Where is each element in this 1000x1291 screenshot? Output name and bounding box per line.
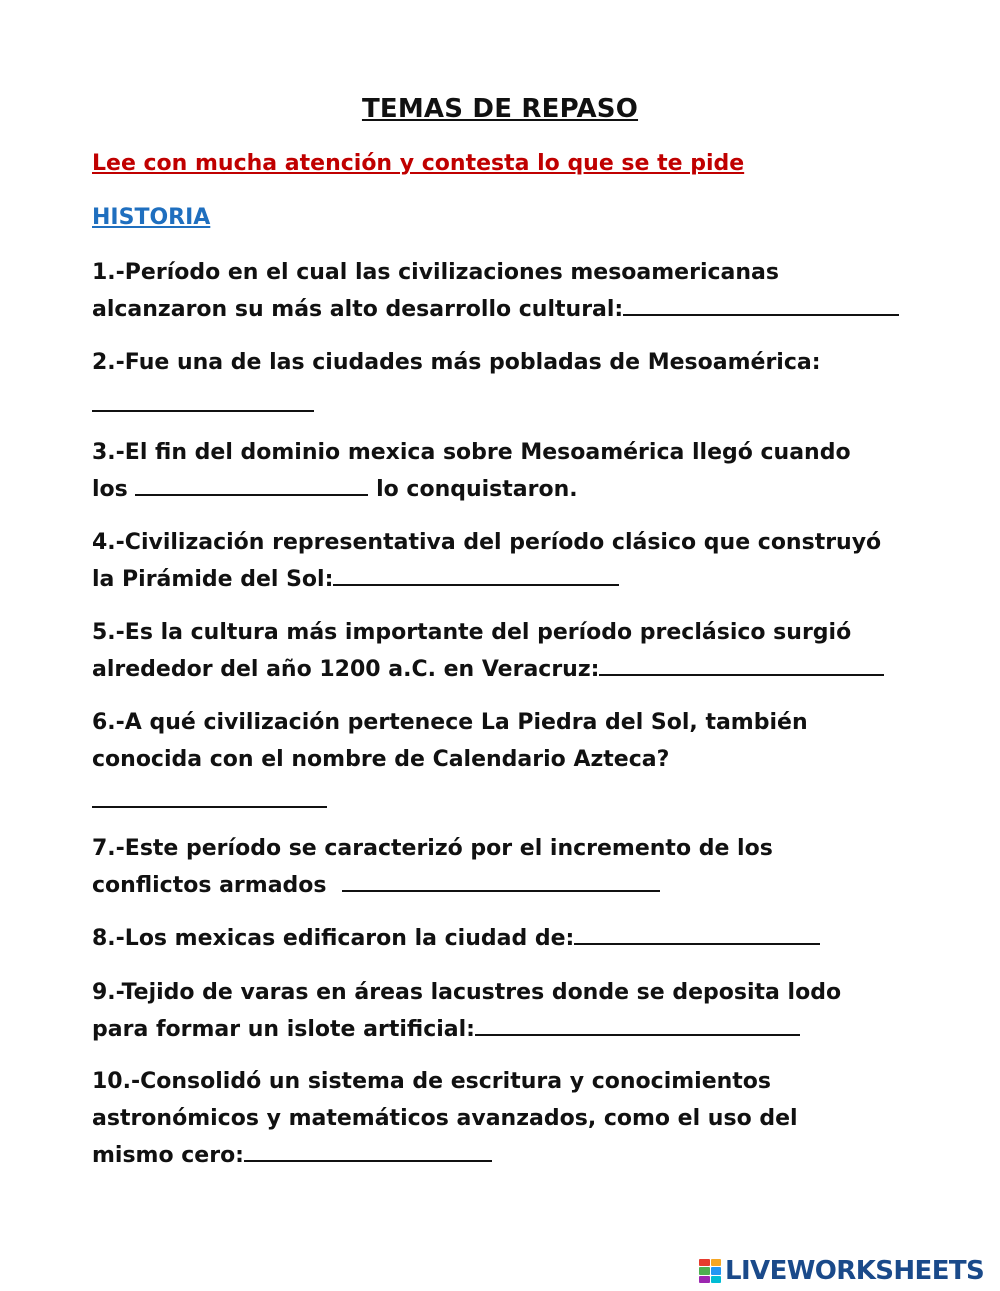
question-5-line-1: 5.-Es la cultura más importante del período preclásico surgió — [92, 620, 852, 645]
question-1-line-1: 1.-Período en el cual las civilizaciones mesoamericanas — [92, 260, 779, 285]
answer-blank-2[interactable] — [92, 410, 314, 412]
question-7 — [92, 830, 907, 904]
brand-name: LIVEWORKSHEETS — [725, 1256, 985, 1286]
question-2 — [92, 344, 907, 381]
question-10 — [92, 1063, 907, 1174]
instruction-text: Lee con mucha atención y contesta lo que se te pide — [92, 151, 745, 176]
question-9-line-2: para formar un islote artificial: — [92, 1011, 907, 1048]
question-4-line-2: la Pirámide del Sol: — [92, 561, 907, 598]
section-heading-historia: HISTORIA — [92, 205, 211, 230]
question-5-line-2: alrededor del año 1200 a.C. en Veracruz: — [92, 651, 907, 688]
answer-blank-6[interactable] — [92, 806, 327, 808]
answer-blank-3[interactable] — [135, 472, 368, 496]
answer-blank-7[interactable] — [342, 868, 660, 892]
answer-blank-5[interactable] — [599, 652, 884, 676]
question-9 — [92, 974, 907, 1048]
question-7-line-2: conflictos armados — [92, 867, 907, 904]
question-3 — [92, 434, 907, 508]
question-9-line-1: 9.-Tejido de varas en áreas lacustres donde se deposita lodo — [92, 980, 842, 1005]
question-6-line-2: conocida con el nombre de Calendario Azteca? — [92, 747, 670, 772]
question-5 — [92, 614, 907, 688]
question-7-line-1: 7.-Este período se caracterizó por el incremento de los — [92, 836, 773, 861]
liveworksheets-logo-icon — [699, 1259, 721, 1283]
question-1-line-2: alcanzaron su más alto desarrollo cultural: — [92, 291, 907, 328]
question-1 — [92, 254, 907, 328]
answer-blank-1[interactable] — [623, 292, 899, 316]
page-title: TEMAS DE REPASO — [361, 94, 639, 124]
answer-blank-9[interactable] — [475, 1012, 800, 1036]
question-2-line-1: 2.-Fue una de las ciudades más pobladas de Mesoamérica: — [92, 350, 821, 375]
answer-blank-10[interactable] — [244, 1138, 492, 1162]
liveworksheets-footer — [699, 1256, 984, 1286]
question-10-line-3: mismo cero: — [92, 1137, 907, 1174]
question-4 — [92, 524, 907, 598]
question-3-line-1: 3.-El fin del dominio mexica sobre Mesoamérica llegó cuando — [92, 440, 851, 465]
question-6-line-1: 6.-A qué civilización pertenece La Piedra del Sol, también — [92, 710, 808, 735]
question-10-line-2: astronómicos y matemáticos avanzados, como el uso del — [92, 1106, 798, 1131]
question-8 — [92, 920, 907, 957]
question-4-line-1: 4.-Civilización representativa del período clásico que construyó — [92, 530, 882, 555]
answer-blank-4[interactable] — [333, 562, 619, 586]
question-3-line-2: los lo conquistaron. — [92, 471, 907, 508]
question-6 — [92, 704, 907, 778]
question-8-line-1: 8.-Los mexicas edificaron la ciudad de: — [92, 920, 907, 957]
question-10-line-1: 10.-Consolidó un sistema de escritura y conocimientos — [92, 1069, 772, 1094]
answer-blank-8[interactable] — [574, 921, 820, 945]
